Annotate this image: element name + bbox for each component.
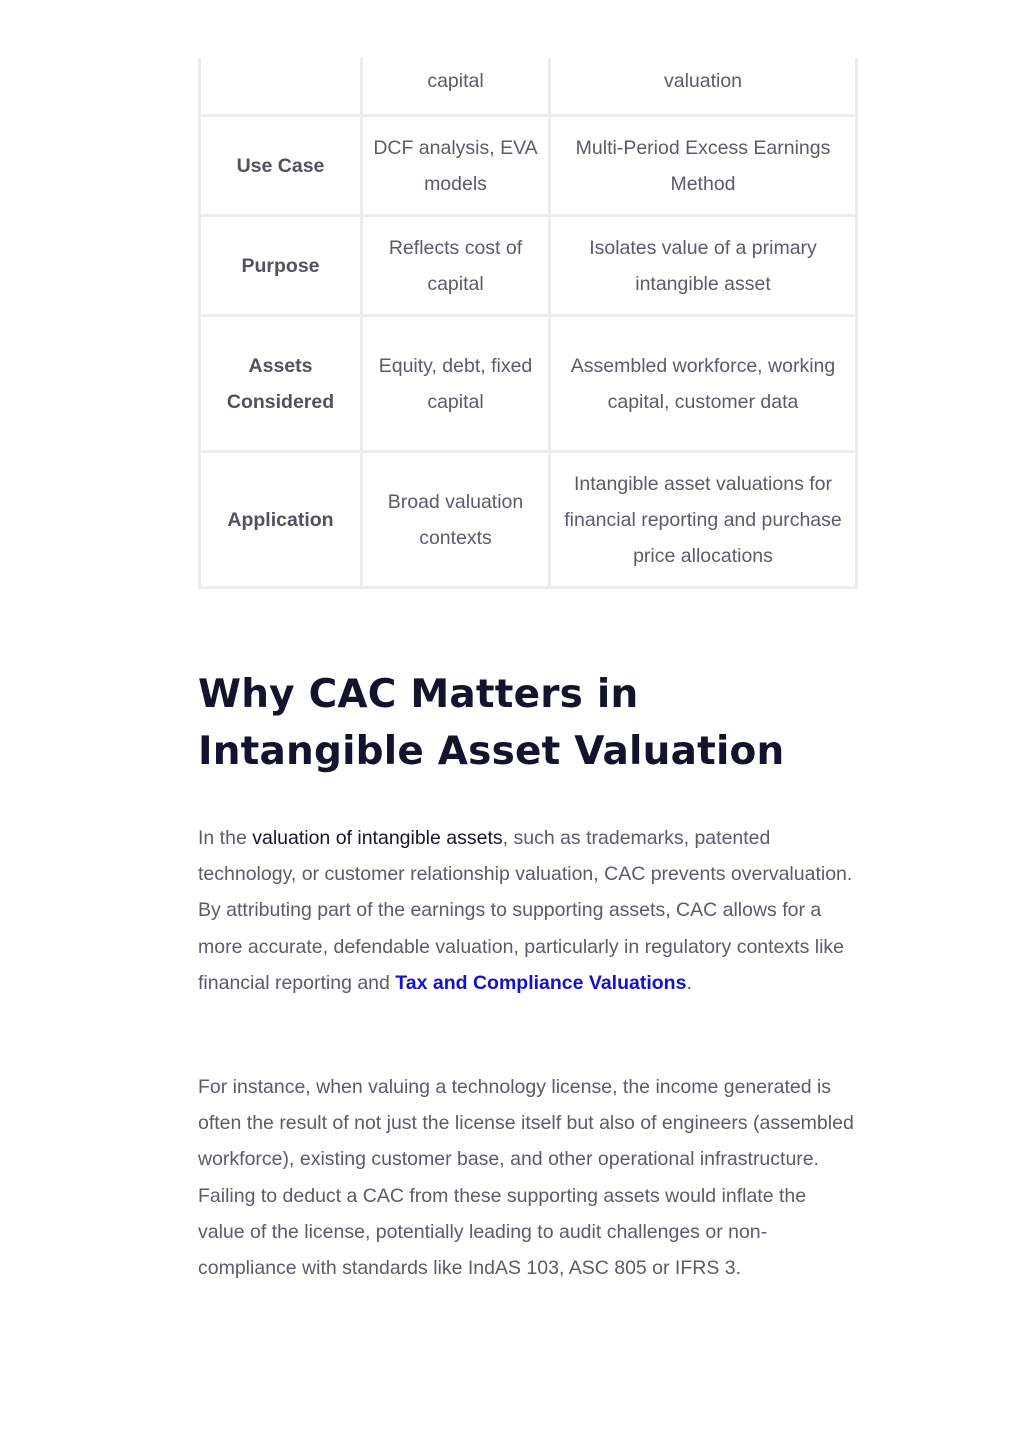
table-cell: Broad valuation contexts <box>362 452 550 588</box>
table-row-header: Assets Considered <box>200 316 362 452</box>
table-cell: Equity, debt, fixed capital <box>362 316 550 452</box>
intangible-assets-link[interactable]: valuation of intangible assets <box>252 827 503 849</box>
table-row-header <box>200 58 362 116</box>
table-row <box>200 116 857 216</box>
paragraph-text: In the <box>198 827 253 849</box>
table-row <box>200 58 857 116</box>
table-cell: Intangible asset valuations for financial reporting and purchase price allocations <box>550 452 857 588</box>
paragraph <box>198 820 858 1001</box>
table-cell: DCF analysis, EVA models <box>362 116 550 216</box>
table-row-header: Use Case <box>200 116 362 216</box>
paragraph-text: . <box>686 971 692 994</box>
comparison-table <box>198 58 858 589</box>
section-heading: Why CAC Matters in Intangible Asset Valuation <box>198 672 785 774</box>
table-row <box>200 452 857 588</box>
table-cell: Reflects cost of capital <box>362 216 550 316</box>
paragraph: For instance, when valuing a technology license, the income generated is often the result of not just the license itself but also of engineers (assembled workforce), existing customer base, and other operational infrastructure. Failing to deduct a CAC from these supporting assets would inflate the value of the license, potentially leading to audit challenges or non-compliance with standards like IndAS 103, ASC 805 or IFRS 3. <box>198 1076 854 1280</box>
table-cell: capital <box>362 58 550 116</box>
table-row <box>200 216 857 316</box>
table-row <box>200 316 857 452</box>
table-row-header: Application <box>200 452 362 588</box>
table-row-header: Purpose <box>200 216 362 316</box>
table-cell: Multi-Period Excess Earnings Method <box>550 116 857 216</box>
tax-compliance-link[interactable]: Tax and Compliance Valuations <box>395 971 687 994</box>
table-cell: valuation <box>550 58 857 116</box>
table-cell: Isolates value of a primary intangible asset <box>550 216 857 316</box>
paragraph-text: , such as trademarks, patented technology, or customer relationship valuation, CAC prevents overvaluation. By attributing part of the earnings to supporting assets, CAC allows for a more accurate, defendable valuation, particularly in regulatory contexts like financial reporting and <box>198 827 853 994</box>
table-cell: Assembled workforce, working capital, customer data <box>550 316 857 452</box>
